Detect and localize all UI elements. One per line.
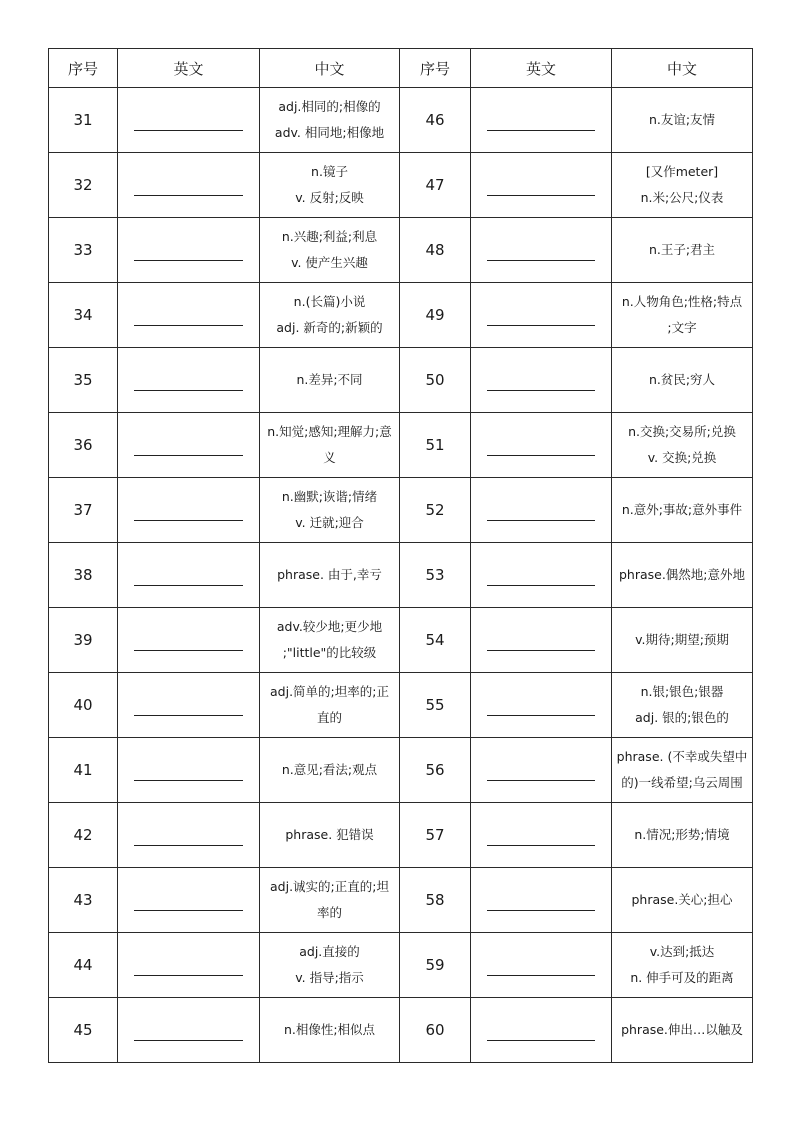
meaning-line: adj.诚实的;正直的;坦 xyxy=(270,879,389,894)
english-answer-blank[interactable] xyxy=(471,608,612,673)
header-english-right: 英文 xyxy=(471,49,612,88)
english-answer-blank[interactable] xyxy=(471,803,612,868)
meaning-line: adv. 相同地;相像地 xyxy=(274,125,385,140)
row-number: 43 xyxy=(49,868,118,933)
meaning-line: 义 xyxy=(323,450,336,465)
chinese-meaning xyxy=(260,153,400,218)
chinese-meaning xyxy=(612,348,753,413)
english-answer-blank[interactable] xyxy=(471,218,612,283)
chinese-meaning xyxy=(260,803,400,868)
meaning-line: n.差异;不同 xyxy=(296,372,363,387)
meaning-line: adj.直接的 xyxy=(299,944,360,959)
answer-underline xyxy=(487,455,595,456)
table-row xyxy=(49,218,753,283)
row-number: 59 xyxy=(400,933,471,998)
chinese-meaning xyxy=(612,543,753,608)
english-answer-blank[interactable] xyxy=(118,738,260,803)
meaning-line: n.相像性;相似点 xyxy=(283,1022,376,1037)
english-answer-blank[interactable] xyxy=(118,413,260,478)
row-number: 33 xyxy=(49,218,118,283)
table-row xyxy=(49,153,753,218)
row-number: 44 xyxy=(49,933,118,998)
meaning-line: v. 指导;指示 xyxy=(295,970,364,985)
meaning-line: n.情况;形势;情境 xyxy=(634,827,730,842)
meaning-line: n.兴趣;利益;利息 xyxy=(281,229,378,244)
chinese-meaning xyxy=(260,608,400,673)
header-seq-left: 序号 xyxy=(49,49,118,88)
english-answer-blank[interactable] xyxy=(118,153,260,218)
answer-underline xyxy=(487,910,595,911)
meaning-line: v. 交换;兑换 xyxy=(647,450,717,465)
answer-underline xyxy=(487,195,595,196)
meaning-line: phrase.偶然地;意外地 xyxy=(618,567,746,582)
meaning-line: 直的 xyxy=(316,710,342,725)
meaning-line: adj.简单的;坦率的;正 xyxy=(270,684,389,699)
chinese-meaning xyxy=(612,153,753,218)
header-chinese-left: 中文 xyxy=(260,49,400,88)
meaning-line: n.镜子 xyxy=(311,164,348,179)
chinese-meaning xyxy=(612,998,753,1063)
row-number: 57 xyxy=(400,803,471,868)
answer-underline xyxy=(134,520,243,521)
chinese-meaning xyxy=(612,933,753,998)
meaning-line: adv.较少地;更少地 xyxy=(276,619,383,634)
row-number: 53 xyxy=(400,543,471,608)
row-number: 60 xyxy=(400,998,471,1063)
row-number: 54 xyxy=(400,608,471,673)
table-row xyxy=(49,608,753,673)
answer-underline xyxy=(134,195,243,196)
chinese-meaning xyxy=(260,348,400,413)
meaning-line: n.银;银色;银器 xyxy=(640,684,724,699)
chinese-meaning xyxy=(612,738,753,803)
meaning-line: n.王子;君主 xyxy=(648,242,716,257)
chinese-meaning xyxy=(612,413,753,478)
english-answer-blank[interactable] xyxy=(471,478,612,543)
table-row xyxy=(49,348,753,413)
row-number: 39 xyxy=(49,608,118,673)
answer-underline xyxy=(134,845,243,846)
english-answer-blank[interactable] xyxy=(471,673,612,738)
meaning-line: n.幽默;诙谐;情绪 xyxy=(281,489,378,504)
english-answer-blank[interactable] xyxy=(471,283,612,348)
vocab-table xyxy=(48,48,753,1063)
table-row xyxy=(49,88,753,153)
table-row xyxy=(49,543,753,608)
answer-underline xyxy=(134,975,243,976)
chinese-meaning xyxy=(260,283,400,348)
meaning-line: phrase.关心;担心 xyxy=(631,892,733,907)
meaning-line: v.期待;期望;预期 xyxy=(635,632,729,647)
chinese-meaning xyxy=(260,413,400,478)
table-row xyxy=(49,803,753,868)
english-answer-blank[interactable] xyxy=(118,218,260,283)
answer-underline xyxy=(487,845,595,846)
row-number: 52 xyxy=(400,478,471,543)
chinese-meaning xyxy=(260,738,400,803)
chinese-meaning xyxy=(612,868,753,933)
answer-underline xyxy=(487,130,595,131)
answer-underline xyxy=(134,650,243,651)
answer-underline xyxy=(487,780,595,781)
table-row xyxy=(49,998,753,1063)
table-header xyxy=(49,49,753,88)
answer-underline xyxy=(134,390,243,391)
row-number: 32 xyxy=(49,153,118,218)
english-answer-blank[interactable] xyxy=(118,478,260,543)
row-number: 51 xyxy=(400,413,471,478)
english-answer-blank[interactable] xyxy=(471,543,612,608)
answer-underline xyxy=(487,325,595,326)
chinese-meaning xyxy=(260,88,400,153)
row-number: 36 xyxy=(49,413,118,478)
english-answer-blank[interactable] xyxy=(118,348,260,413)
row-number: 45 xyxy=(49,998,118,1063)
meaning-line: phrase. 犯错误 xyxy=(285,827,374,842)
header-english-left: 英文 xyxy=(118,49,260,88)
table-row xyxy=(49,283,753,348)
english-answer-blank[interactable] xyxy=(118,543,260,608)
row-number: 40 xyxy=(49,673,118,738)
answer-underline xyxy=(134,260,243,261)
meaning-line: n.(长篇)小说 xyxy=(293,294,366,309)
meaning-line: adj.相同的;相像的 xyxy=(278,99,381,114)
table-row xyxy=(49,933,753,998)
header-seq-right: 序号 xyxy=(400,49,471,88)
english-answer-blank[interactable] xyxy=(471,738,612,803)
answer-underline xyxy=(134,715,243,716)
answer-underline xyxy=(134,130,243,131)
english-answer-blank[interactable] xyxy=(471,348,612,413)
answer-underline xyxy=(487,260,595,261)
chinese-meaning xyxy=(612,608,753,673)
row-number: 38 xyxy=(49,543,118,608)
meaning-line: n.意外;事故;意外事件 xyxy=(621,502,743,517)
table-row xyxy=(49,738,753,803)
answer-underline xyxy=(134,1040,243,1041)
row-number: 58 xyxy=(400,868,471,933)
meaning-line: adj. 银的;银色的 xyxy=(635,710,729,725)
answer-underline xyxy=(487,585,595,586)
header-chinese-right: 中文 xyxy=(612,49,753,88)
chinese-meaning xyxy=(260,218,400,283)
english-answer-blank[interactable] xyxy=(471,413,612,478)
row-number: 56 xyxy=(400,738,471,803)
meaning-line: n.意见;看法;观点 xyxy=(281,762,378,777)
english-answer-blank[interactable] xyxy=(118,803,260,868)
row-number: 46 xyxy=(400,88,471,153)
row-number: 42 xyxy=(49,803,118,868)
row-number: 34 xyxy=(49,283,118,348)
meaning-line: v. 使产生兴趣 xyxy=(291,255,368,270)
meaning-line: n.交换;交易所;兑换 xyxy=(628,424,736,439)
meaning-line: phrase.伸出…以触及 xyxy=(621,1022,743,1037)
meaning-line: phrase. (不幸或失望中 xyxy=(616,749,748,764)
answer-underline xyxy=(487,520,595,521)
row-number: 49 xyxy=(400,283,471,348)
english-answer-blank[interactable] xyxy=(118,283,260,348)
meaning-line: n.知觉;感知;理解力;意 xyxy=(267,424,392,439)
answer-underline xyxy=(134,455,243,456)
meaning-line: n.米;公尺;仪表 xyxy=(640,190,724,205)
answer-underline xyxy=(134,780,243,781)
meaning-line: 率的 xyxy=(316,905,342,920)
chinese-meaning xyxy=(260,868,400,933)
table-row xyxy=(49,413,753,478)
meaning-line: ;"little"的比较级 xyxy=(282,645,377,660)
chinese-meaning xyxy=(612,478,753,543)
english-answer-blank[interactable] xyxy=(118,673,260,738)
header-row xyxy=(49,49,753,88)
english-answer-blank[interactable] xyxy=(118,998,260,1063)
meaning-line: v. 反射;反映 xyxy=(295,190,364,205)
english-answer-blank[interactable] xyxy=(118,608,260,673)
answer-underline xyxy=(487,390,595,391)
chinese-meaning xyxy=(612,283,753,348)
table-row xyxy=(49,868,753,933)
answer-underline xyxy=(487,650,595,651)
chinese-meaning xyxy=(260,478,400,543)
meaning-line: phrase. 由于,幸亏 xyxy=(277,567,382,582)
chinese-meaning xyxy=(260,673,400,738)
row-number: 55 xyxy=(400,673,471,738)
meaning-line: [又作meter] xyxy=(645,164,719,179)
english-answer-blank[interactable] xyxy=(471,998,612,1063)
meaning-line: adj. 新奇的;新颖的 xyxy=(276,320,383,335)
chinese-meaning xyxy=(260,543,400,608)
english-answer-blank[interactable] xyxy=(471,868,612,933)
english-answer-blank[interactable] xyxy=(471,933,612,998)
row-number: 37 xyxy=(49,478,118,543)
answer-underline xyxy=(487,1040,595,1041)
table-row xyxy=(49,673,753,738)
chinese-meaning xyxy=(612,88,753,153)
english-answer-blank[interactable] xyxy=(118,933,260,998)
chinese-meaning xyxy=(612,673,753,738)
english-answer-blank[interactable] xyxy=(471,153,612,218)
answer-underline xyxy=(487,715,595,716)
english-answer-blank[interactable] xyxy=(118,88,260,153)
row-number: 41 xyxy=(49,738,118,803)
table-row xyxy=(49,478,753,543)
answer-underline xyxy=(134,910,243,911)
row-number: 48 xyxy=(400,218,471,283)
row-number: 35 xyxy=(49,348,118,413)
chinese-meaning xyxy=(612,803,753,868)
meaning-line: n.友谊;友情 xyxy=(648,112,716,127)
answer-underline xyxy=(134,325,243,326)
table-body xyxy=(49,88,753,1063)
meaning-line: n.人物角色;性格;特点 xyxy=(621,294,743,309)
meaning-line: v. 迁就;迎合 xyxy=(295,515,364,530)
chinese-meaning xyxy=(260,998,400,1063)
meaning-line: ;文字 xyxy=(667,320,697,335)
meaning-line: n.贫民;穷人 xyxy=(648,372,716,387)
meaning-line: 的)一线希望;乌云周围 xyxy=(621,775,743,790)
answer-underline xyxy=(134,585,243,586)
chinese-meaning xyxy=(612,218,753,283)
row-number: 31 xyxy=(49,88,118,153)
english-answer-blank[interactable] xyxy=(118,868,260,933)
row-number: 50 xyxy=(400,348,471,413)
english-answer-blank[interactable] xyxy=(471,88,612,153)
row-number: 47 xyxy=(400,153,471,218)
chinese-meaning xyxy=(260,933,400,998)
meaning-line: v.达到;抵达 xyxy=(649,944,715,959)
answer-underline xyxy=(487,975,595,976)
meaning-line: n. 伸手可及的距离 xyxy=(630,970,734,985)
